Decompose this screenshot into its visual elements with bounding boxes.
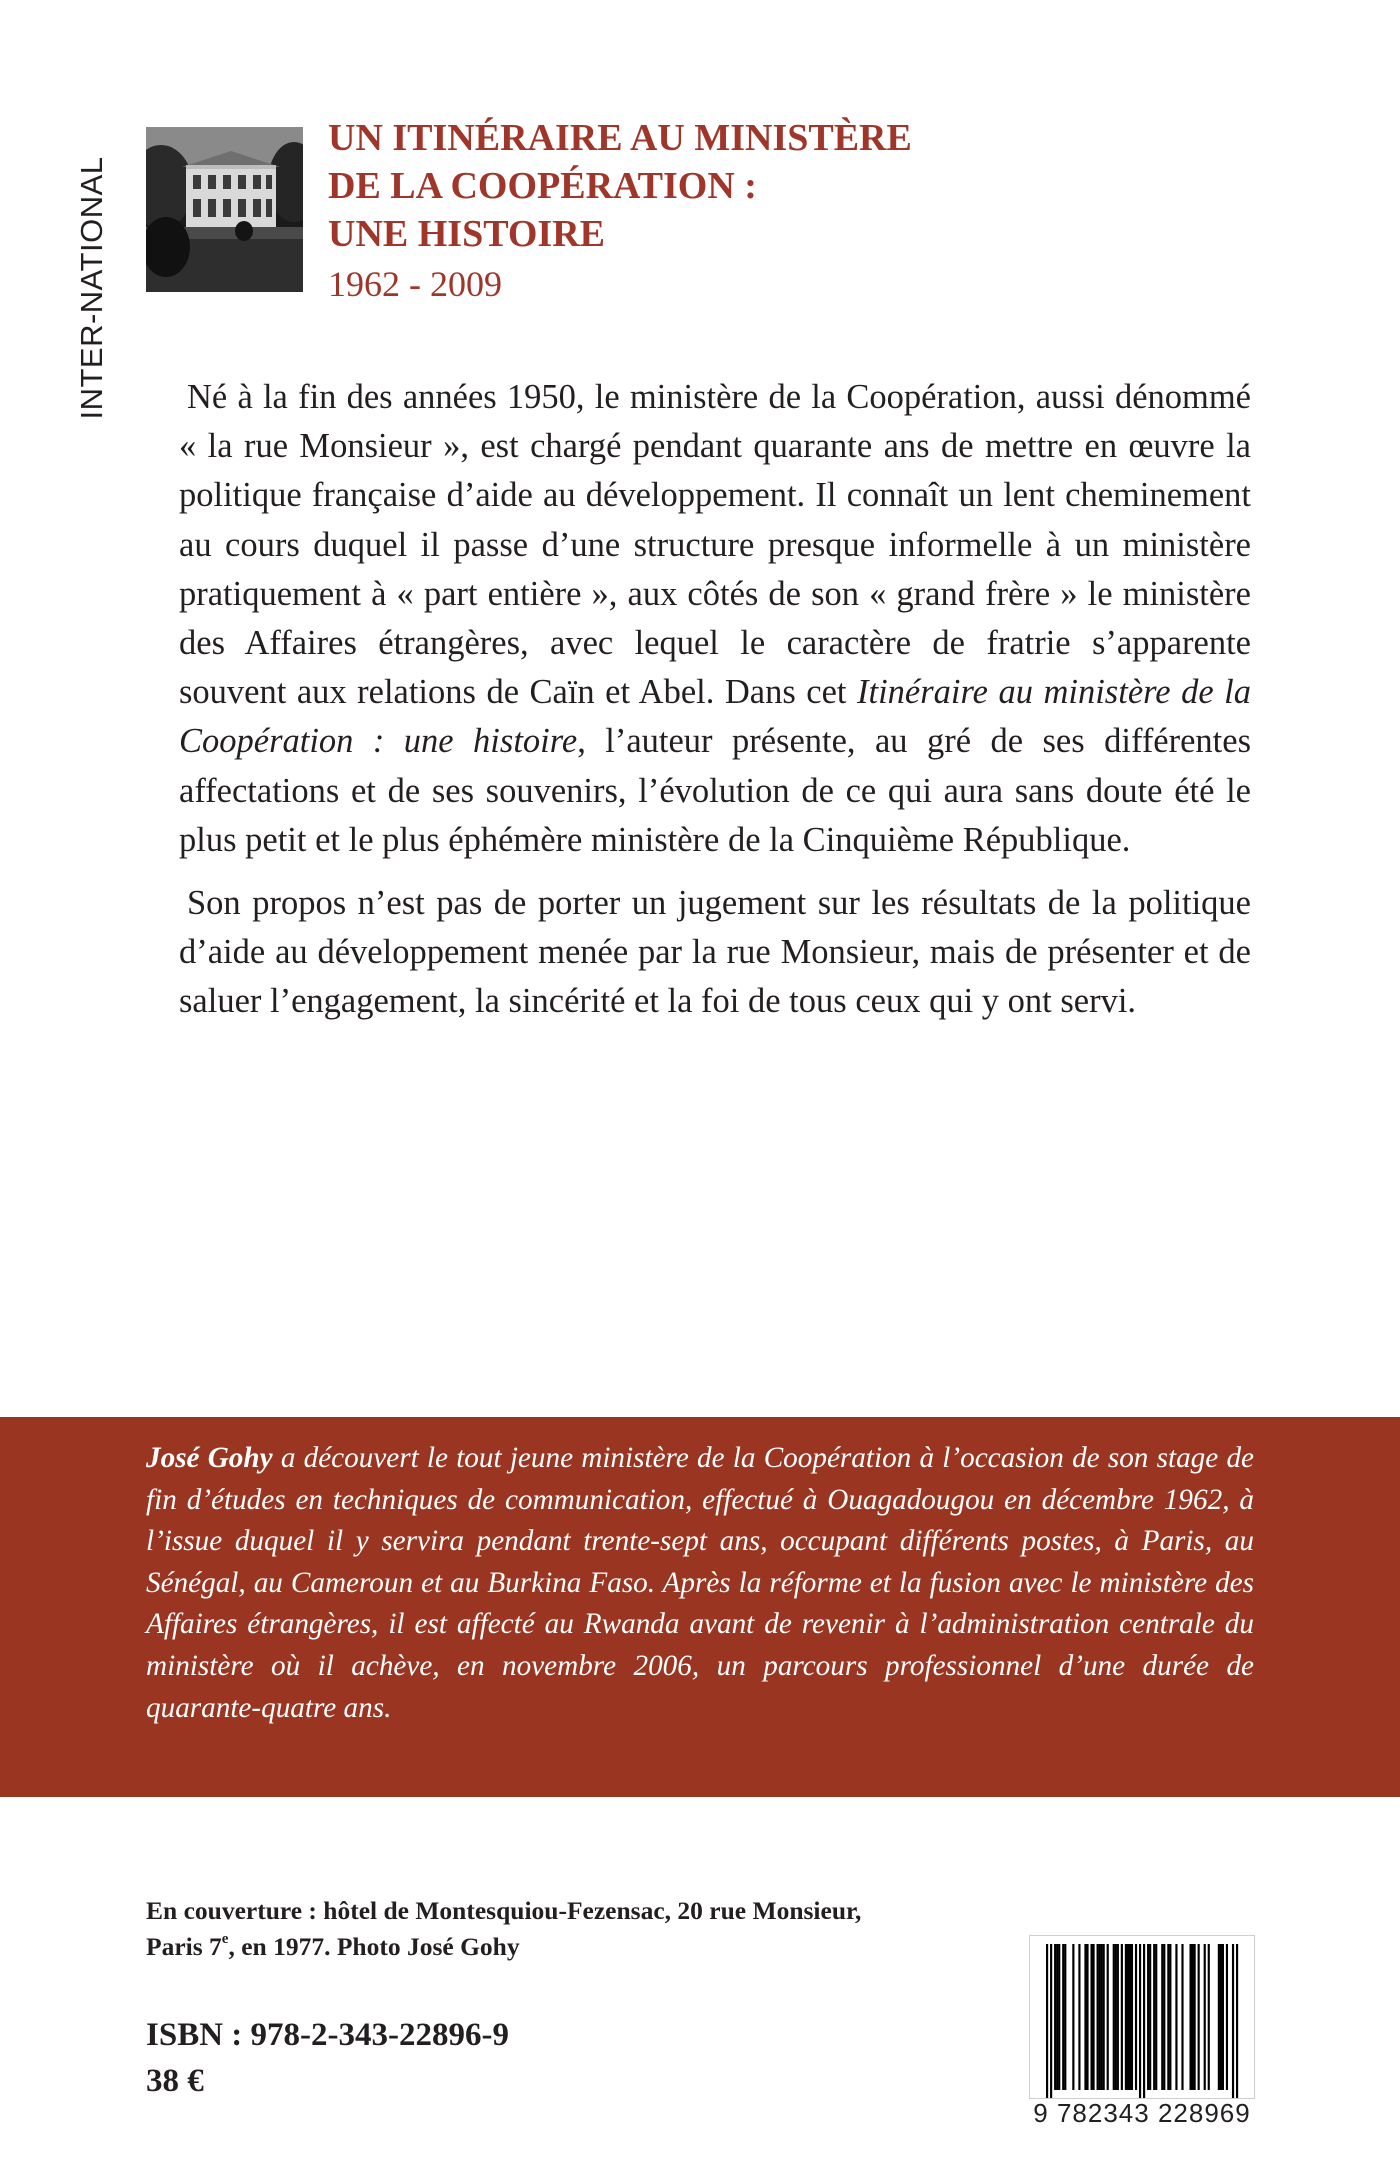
barcode-bar (1153, 1944, 1155, 2090)
barcode-bar (1226, 1944, 1228, 2090)
barcode-bar (1147, 1944, 1149, 2090)
barcode-bar (1121, 1944, 1123, 2090)
barcode-bar (1050, 1944, 1052, 2098)
barcode-bar (1155, 1944, 1157, 2090)
barcode-digits: 9 782343 228969 (1033, 2098, 1251, 2128)
blurb-p1-part-a: Né à la fin des années 1950, le ministère de la Coopération, aussi dénommé « la rue Monsieur », est chargé pendant quarante ans de mettre en œuvre la politique française d’aide au développement. Il connaît un lent cheminement au cours duquel il passe d’une structure presque informelle à un ministère pratiquement à « part entière », aux côtés de son « grand frère » le ministère des Affaires étrangères, avec lequel le caractère de fratrie s’apparente souvent aux relations de Caïn et Abel. Dans cet (179, 378, 1251, 712)
barcode-bar (1072, 1944, 1074, 2090)
title-line-1: UN ITINÉRAIRE AU MINISTÈRE (328, 117, 912, 159)
title-years: 1962 - 2009 (328, 264, 502, 304)
barcode-bar (1127, 1944, 1129, 2090)
credit-line-2 (146, 1929, 1046, 1965)
barcode-bar (1115, 1944, 1117, 2090)
barcode-bar (1125, 1944, 1127, 2090)
series-label (52, 138, 132, 438)
barcode-bar (1099, 1944, 1101, 2090)
barcode-icon (1029, 1935, 1255, 2099)
barcode-bar (1062, 1944, 1064, 2090)
barcode-bar (1194, 1944, 1196, 2090)
isbn: ISBN : 978-2-343-22896-9 (146, 2017, 509, 2053)
barcode-bar (1113, 1944, 1115, 2090)
barcode-bar (1054, 1944, 1056, 2090)
blurb-p1-part-b: , l’auteur présente, au gré de ses différentes affectations et de ses souvenirs, l’évolution de ce qui aura sans doute été le plus petit et le plus éphémère ministère de la Cinquième République. (179, 722, 1251, 859)
credit-line-2b: , en 1977. Photo José Gohy (228, 1932, 520, 1961)
barcode-bar (1192, 1944, 1194, 2090)
title-line-3: UNE HISTOIRE (328, 213, 606, 255)
barcode-bar (1103, 1944, 1105, 2090)
blurb-p1-italic: Itinéraire au ministère de la Coopération : une histoire (179, 673, 1251, 761)
barcode-bar (1181, 1944, 1183, 2090)
barcode-bar (1189, 1944, 1191, 2090)
barcode-bar (1135, 1944, 1137, 2090)
credit-sup: e (221, 1931, 229, 1947)
blurb-paragraph-2: Son propos n’est pas de porter un jugement sur les résultats de la politique d’aide au développement menée par la rue Monsieur, mais de présenter et de saluer l’engagement, la sincérité et la foi de tous ceux qui y ont servi. (179, 884, 1251, 1021)
barcode-bar (1175, 1944, 1177, 2090)
barcode-bar (1084, 1944, 1086, 2090)
credit-line-1: En couverture : hôtel de Montesquiou-Fezensac, 20 rue Monsieur, (146, 1896, 862, 1925)
author-name: José Gohy (146, 1442, 273, 1474)
barcode-bar (1046, 1944, 1048, 2098)
barcode-bar (1097, 1944, 1099, 2090)
book-blurb (179, 373, 1251, 1027)
barcode-bar (1107, 1944, 1109, 2090)
building-photo-icon (146, 127, 303, 292)
barcode-bar (1222, 1944, 1224, 2090)
barcode-bar (1078, 1944, 1080, 2090)
barcode-bar (1149, 1944, 1151, 2090)
barcode-bar (1056, 1944, 1058, 2090)
blurb-paragraph-1 (179, 373, 1251, 865)
barcode-bar (1092, 1944, 1094, 2090)
cover-credit (146, 1893, 1046, 1965)
barcode-bar (1058, 1944, 1060, 2090)
series-label-text: INTER-NATIONAL (74, 156, 109, 420)
book-title (328, 114, 1088, 308)
barcode-bar (1220, 1944, 1222, 2090)
credit-line-2a: Paris 7 (146, 1932, 222, 1961)
barcode-bar (1131, 1944, 1133, 2090)
barcode-bar (1167, 1944, 1169, 2090)
barcode-bar (1090, 1944, 1092, 2090)
barcode-bar (1161, 1944, 1163, 2090)
barcode-bar (1232, 1944, 1234, 2098)
barcode-bar (1064, 1944, 1066, 2090)
author-bio (146, 1438, 1254, 1729)
title-line-2: DE LA COOPÉRATION : (328, 165, 757, 207)
barcode-bar (1139, 1944, 1141, 2098)
barcode-bar (1086, 1944, 1088, 2090)
barcode-bar (1163, 1944, 1165, 2090)
barcode-bar (1169, 1944, 1171, 2090)
barcode-bar (1198, 1944, 1200, 2090)
barcode-bar (1208, 1944, 1210, 2090)
barcode-bar (1129, 1944, 1131, 2090)
barcode-bar (1117, 1944, 1119, 2090)
barcode-bar (1218, 1944, 1220, 2090)
barcode-bar (1236, 1944, 1238, 2098)
barcode-bar (1143, 1944, 1145, 2098)
barcode-bar (1101, 1944, 1103, 2090)
barcode-bar (1204, 1944, 1206, 2090)
author-bio-text: a découvert le tout jeune ministère de la Coopération à l’occasion de son stage de fin d’études en techniques de communication, effectué à Ouagadougou en décembre 1962, à l’issue duquel il y servira pendant trente-sept ans, occupant différents postes, à Paris, au Sénégal, au Cameroun et au Burkina Faso. Après la réforme et la fusion avec le ministère des Affaires étrangères, il est affecté au Rwanda avant de revenir à l’administration centrale du ministère où il achève, en novembre 2006, un parcours professionnel d’une durée de quarante-quatre ans. (146, 1442, 1254, 1724)
price: 38 € (146, 2063, 204, 2099)
